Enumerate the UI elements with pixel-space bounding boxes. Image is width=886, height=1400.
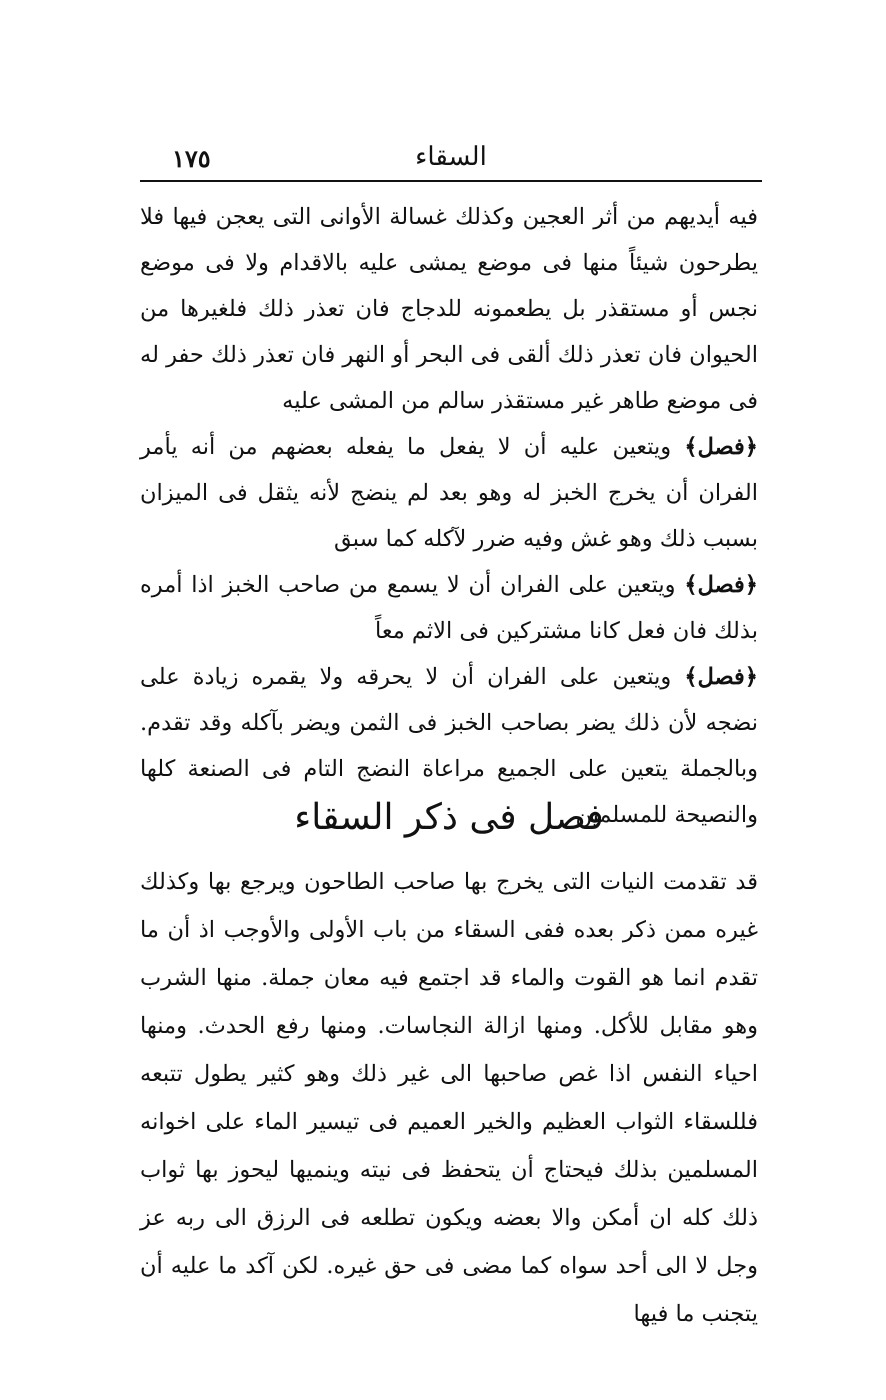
- header-rule: [140, 180, 762, 182]
- page-number: ١٧٥: [172, 144, 211, 173]
- paragraph-text: ويتعين عليه أن لا يفعل ما يفعله بعضهم من أنه يأمر الفران أن يخرج الخبز له وهو بعد لم ينضج لأنه يثقل فى الميزان بسبب ذلك وهو غش وفيه ضرر لآكله كما سبق: [140, 434, 758, 552]
- page-header: [140, 138, 762, 176]
- running-title: السقاء: [415, 142, 487, 172]
- paragraph: [140, 194, 758, 424]
- paragraph-text: ويتعين على الفران أن لا يحرقه ولا يقمره زيادة على نضجه لأن ذلك يضر بصاحب الخبز فى الثمن ويضر بآكله وقد تقدم. وبالجملة يتعين على الجميع مراعاة النضج التام فى الصنعة كلها والنصيحة للمسلمين: [140, 664, 758, 828]
- text-block-top: [140, 194, 758, 838]
- text-block-bottom: [140, 858, 758, 1338]
- section-heading: فصل فى ذكر السقاء: [294, 797, 604, 838]
- fasl-marker: ﴿فصل﴾: [684, 572, 758, 598]
- fasl-marker: ﴿فصل﴾: [684, 664, 758, 690]
- paragraph-text: ويتعين على الفران أن لا يسمع من صاحب الخبز اذا أمره بذلك فان فعل كانا مشتركين فى الاثم معاً: [140, 572, 758, 644]
- fasl-marker: ﴿فصل﴾: [684, 434, 758, 460]
- paragraph-text: قد تقدمت النيات التى يخرج بها صاحب الطاحون ويرجع بها وكذلك غيره ممن ذكر بعده ففى السقاء من باب الأولى والأوجب اذ أن ما تقدم انما هو القوت والماء قد اجتمع فيه معان جملة. منها الشرب وهو مقابل للأكل. ومنها ازالة النجاسات. ومنها رفع الحدث. ومنها احياء النفس اذا غص صاحبها الى غير ذلك وهو كثير يطول تتبعه فللسقاء الثواب العظيم والخير العميم فى تيسير الماء على اخوانه المسلمين بذلك فيحتاج أن يتحفظ فى نيته وينميها ليحوز بها ثواب ذلك كله ان أمكن والا بعضه ويكون تطلعه فى الرزق الى ربه عز وجل لا الى أحد سواه كما مضى فى حق غيره. لكن آكد ما عليه أن يتجنب ما فيها: [140, 869, 758, 1327]
- paragraph: [140, 562, 758, 654]
- paragraph-text: فيه أيديهم من أثر العجين وكذلك غسالة الأوانى التى يعجن فيها فلا يطرحون شيئاً منها فى موضع يمشى عليه بالاقدام ولا فى موضع نجس أو مستقذر بل يطعمونه للدجاج فان تعذر ذلك فلغيرها من الحيوان فان تعذر ذلك ألقى فى البحر أو النهر فان تعذر ذلك حفر له فى موضع طاهر غير مستقذر سالم من المشى عليه: [140, 204, 758, 414]
- paragraph: [140, 424, 758, 562]
- paragraph: [140, 858, 758, 1338]
